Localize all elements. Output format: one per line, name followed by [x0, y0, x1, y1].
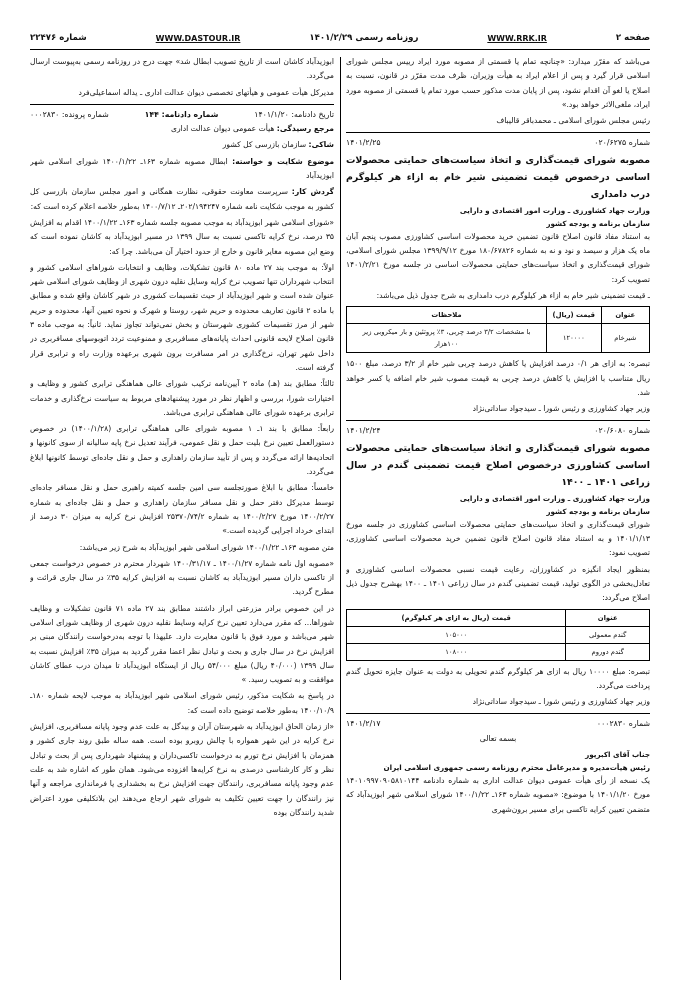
left-column	[30, 55, 334, 982]
left-intro: ابوزیدآباد کاشان است از تاریخ تصویب ابطال شد» جهت درج در روزنامه رسمی به‌پیوست ارسال می‌گردد.	[30, 57, 334, 81]
section2-date: ۱۴۰۱/۲/۲۴	[346, 426, 381, 436]
section-divider	[346, 132, 650, 133]
section3-date: ۱۴۰۱/۲/۱۷	[346, 719, 381, 729]
page-number: صفحه ۲	[615, 33, 650, 43]
table-row	[347, 643, 650, 660]
section1-number: شماره ۰۲۰/۶۲۷۵	[594, 138, 650, 148]
paragraph: در این خصوص برادر مزرعتی ابراز داشتند مطابق بند ۲۷ ماده ۷۱ قانون تشکیلات و وظایف شوراها... که مقرر می‌دارد تعیین نرخ کرایه وسایط نقلیه درون شهری از وظایف شورای اسلامی شهر می‌باشد و مورد فوق با قانون مغایرت دارد. علیهذا با توجه به‌درخواست رانندگان مبنی بر افزایش نرخ در سال جاری و بحث و تبادل نظر اعضا مقرر گردید به میزان ۳۵٪ افزایش نسبت به سال ۱۳۹۹ (۴۰/۰۰۰ ریال) مبلغ ۵۴/۰۰۰ ریال از ایستگاه ابوزیدآباد تا میدان درب عطای کاشان موافقت و به تصویب رسید. »	[30, 603, 334, 685]
section2-body2: بمنظور ایجاد انگیزه در کشاورزان، رعایت قیمت نسبی محصولات اساسی کشاورزی و تعادل‌بخشی در الگوی تولید، قیمت تضمینی گندم در سال زراعی ۱۴۰۱ ـ ۱۴۰۰ بهشرح جدول ذیل اصلاح می‌گردد:	[346, 564, 650, 603]
intro-signature: رئیس مجلس شورای اسلامی ـ محمدباقر قالیباف	[496, 116, 650, 126]
table-cell: ۱۰۵۰۰۰	[347, 626, 566, 643]
section-divider	[346, 420, 650, 421]
section2-meta	[346, 424, 650, 438]
paragraph: متن مصوبه ۱۶۳ـ ۱۴۰۰/۱/۲۲ شورای اسلامی شهر ابوزیدآباد به شرح زیر می‌باشد:	[79, 542, 334, 552]
section3-body: یک نسخه از رأی هیأت عمومی دیوان عدالت اداری به شماره دادنامه ۱۴۰۱۰۹۹۷۰۹۰۵۸۱۰۱۴۴ مورخ ۱۴۰۱/۱/۲۰ با موضوع: «مصوبه شماره ۱۶۳ـ ۱۴۰۰/۱/۲۲ شورای اسلامی شهر ابوزیدآباد که متضمن تعیین کرایه تاکسی برای مسیر برون‌شهری	[346, 776, 650, 814]
section2-org: سازمان برنامه و بودجه کشور	[546, 506, 650, 516]
section2-title: مصوبه شورای قیمت‌گذاری و اتخاذ سیاست‌های حمایتی محصولات اساسی کشاورزی درخصوص اصلاح قیمت تضمینی گندم در سال زراعی ۱۴۰۱ ـ ۱۴۰۰	[346, 442, 650, 488]
paragraph: «شورای اسلامی شهر ابوزیدآباد به موجب مصوبه جلسه شماره ۱۶۳ـ ۱۴۰۰/۱/۲۲ اقدام به افزایش ۳۵ درصد، نرخ کرایه تاکسی نسبت به سال ۱۳۹۹ در مسیر ابوزیدآباد به کاشان نموده است که وضع این مصوبه مغایر قانون و خارج از حدود اختیار آن می‌باشد. چرا که:	[30, 217, 334, 256]
ref-value: هیأت عمومی دیوان عدالت اداری	[171, 124, 275, 134]
verdict-number: شماره دادنامه: ۱۴۴	[144, 109, 219, 119]
procedure-value: سرپرست معاونت حقوقی، نظارت همگانی و امور مجلس سازمان بازرسی کل کشور به موجب شکایت نامه شماره ۲۰۲/۱۹۴۲۴۷ـ ۱۴۰۰/۷/۱۲ به‌طور خلاصه اعلام کرده است که:	[30, 187, 334, 211]
table-header: ملاحظات	[347, 307, 547, 324]
right-column	[346, 55, 650, 982]
subject-value: ابطال مصوبه شماره ۱۶۳ـ ۱۴۰۰/۱/۲۲ شورای اسلامی شهر ابوزیدآباد	[30, 156, 334, 181]
paragraph: «از زمان الحاق ابوزیدآباد به شهرستان آران و بیدگل به علت عدم وجود پایانه مسافربری، افزایش نرخ کرایه در این شهر همواره با چالش روبرو بوده است. همه ساله طبق روند جاری کشور و همزمان با افزایش نرخ تورم به درخواست تاکسی‌داران و پیشنهاد شهرداری پس از بحث و تبادل نظر و کار کارشناسی درصدی به نرخ کرایه‌ها افزوده می‌شود. همان طور که اشاره شد به علت عدم وجود پایانه مسافربری، رانندگان جهت افزایش نرخ به بخشداری یا فرمانداری مراجعه و آنها نیز رانندگان را جهت تعیین تکلیف به شورای شهر ارجاع می‌دهند این بلاتکلیفی مورد اعتراض شدید رانندگان بوده	[30, 722, 334, 817]
table-cell: با مشخصات ۳/۲ درصد چربی، ۳٪ پروتئین و بار میکروبی زیر ۱۰۰هزار	[347, 324, 547, 353]
left-intro-signature: مدیرکل هیأت عمومی و هیأتهای تخصصی دیوان عدالت اداری ـ یداله اسماعیلی‌فرد	[78, 87, 334, 97]
section-divider	[346, 713, 650, 714]
table-cell: ۱۰۸۰۰۰	[347, 643, 566, 660]
table-header: قیمت (ریال به ازای هر کیلوگرم)	[347, 609, 566, 626]
column-divider	[340, 57, 341, 980]
table-header-row	[347, 307, 650, 324]
paragraph: «مصوبه اول نامه شماره ۱۴۰۰/۱/۲۷ ـ ۱۴۰۰/۳۱/۱۷ شهردار محترم در خصوص درخواست جمعی از تاکسی داران مسیر ابوزیدآباد به کاشان نسبت به افزایش کرایه ۳۵٪ در سال جاری قرائت و مطرح گردید.	[30, 558, 334, 597]
section2-number: شماره ۰۲۰/۶۰۸۰	[594, 426, 650, 436]
intro-text: می‌باشد که مقرّر میدارد: «چنانچه تمام یا قسمتی از مصوبه مورد ایراد رییس مجلس شورای اسلامی قرار گیرد و پس از اعلام ایراد به هیأت وزیران، ظرف مدت مقرّر در قانون، نسبت به اصلاح یا لغو آن اقدام نشود، پس از پایان مدت مذکور حسب مورد تمام یا قسمتی از مصوبه مورد ایراد، ملغی‌الاثر خواهد بود.»	[346, 57, 650, 109]
procedure-label: گردش کار:	[291, 187, 334, 197]
plaintiff-value: سازمان بازرسی کل کشور	[222, 140, 307, 150]
section3-number: شماره ۰۰۰۲۸۳۰	[596, 719, 650, 729]
table-header: عنوان	[566, 609, 650, 626]
section1-date: ۱۴۰۱/۲/۲۵	[346, 138, 381, 148]
section1-signature: وزیر جهاد کشاورزی و رئیس شورا ـ سیدجواد ساداتی‌نژاد	[472, 404, 650, 414]
paragraph: رابعاً: مطابق با بند ۱ـ ۱ مصوبه شورای عالی هماهنگی ترابری (۱۴۰۰/۱/۲۸) در خصوص دستورالعمل تعیین نرخ بلیت حمل و نقل عمومی، فرآیند تعدیل نرخ پایه سالیانه از سوی کانونها و اتحادیه‌ها ارائه می‌گردد و پس از تأیید سازمان راهداری و حمل و نقل جاده‌ای توسط کانونها ابلاغ می‌گردد.	[30, 424, 334, 477]
table-cell: شیرخام	[601, 324, 649, 353]
section2-signature: وزیر جهاد کشاورزی و رئیس شورا ـ سیدجواد ساداتی‌نژاد	[472, 697, 650, 707]
table-cell: گندم معمولی	[566, 626, 650, 643]
table-row	[347, 626, 650, 643]
dastour-link[interactable]: WWW.DASTOUR.IR	[155, 33, 241, 43]
section1-body: به استناد مفاد قانون اصلاح قانون تضمین خرید محصولات اساسی کشاورزی مصوب پنجم آبان ماه یک هزار و سیصد و نود و نه به شماره ۱۸۰/۶۷۸۲۶ مورخ ۱۳۹۹/۹/۱۲ مجلس شورای اسلامی، شورای قیمت‌گذاری و اتخاذ سیاست‌های حمایتی محصولات اساسی در جلسه مورخ ۱۴۰۱/۲/۲۱ تصویب کرد:	[346, 231, 650, 284]
table-cell: گندم دوروم	[566, 643, 650, 660]
ref-label: مرجع رسیدگی:	[276, 124, 334, 134]
table-row	[347, 324, 650, 353]
section1-ministries: وزارت جهاد کشاورزی ـ وزارت امور اقتصادی و دارایی	[459, 205, 650, 215]
subject-label: موضوع شکایت و خواسته:	[232, 156, 334, 166]
wheat-price-table	[346, 609, 650, 661]
section2-note: تبصره: مبلغ ۱۰۰۰۰ ریال به ازای هر کیلوگرم گندم تحویلی به دولت به عنوان جایزه تحویل گندم پرداخت می‌گردد.	[346, 666, 650, 690]
milk-price-table	[346, 306, 650, 353]
section-divider	[30, 104, 334, 105]
page-header	[30, 30, 650, 46]
section1-note: تبصره: به ازای هر ۰/۱ درصد افزایش یا کاهش درصد چربی شیر خام از ۳/۲ درصد، مبلغ ۱۵۰۰ ریال متناسب با افزایش یا کاهش درصد چربی به قیمت مصوب شیر خام اضافه یا کسر خواهد شد.	[346, 359, 650, 397]
section1-clause: ـ قیمت تضمینی شیر خام به ازاء هر کیلوگرم درب دامداری به شرح جدول ذیل می‌باشد:	[376, 290, 650, 300]
recipient: جناب آقای اکبرپور	[585, 750, 650, 760]
section3-meta	[346, 717, 650, 731]
section2-ministries: وزارت جهاد کشاورزی ـ وزارت امور اقتصادی و دارایی	[459, 493, 650, 503]
section1-org: سازمان برنامه و بودجه کشور	[546, 218, 650, 228]
table-cell: ۱۲۰۰۰۰	[547, 324, 602, 353]
case-number: شماره پرونده: ۰۰۰۲۸۳۰	[30, 109, 109, 119]
header-rule	[30, 49, 650, 50]
paragraph: در پاسخ به شکایت مذکور، رئیس شورای اسلامی شهر ابوزیدآباد به موجب لایحه شماره ۱۸۰ـ ۱۴۰۰/۱۰/۹ به‌طور خلاصه توضیح داده است که:	[30, 691, 334, 715]
paragraph: خامساً: مطابق با ابلاغ صورتجلسه سی امین جلسه کمیته راهبری حمل و نقل مسافر جاده‌ای توسط مدیرکل دفتر حمل و نقل مسافر سازمان راهداری و حمل و نقل جاده‌ای به شماره ۱۴۰۰/۲/۲۷ مورخ ۱۴۰۰/۲/۲۷ به شماره ۲۵۳۷۰/۷۴/۲ افزایش نرخ کرایه به میزان ۳۰ درصد از ابتدای خرداد اجرایی گردیده است.»	[30, 483, 334, 536]
recipient-title: رئیس هیأت‌مدیره و مدیرعامل محترم روزنامه رسمی جمهوری اسلامی ایران	[383, 763, 650, 773]
table-header: قیمت (ریال)	[547, 307, 602, 324]
table-header-row	[347, 609, 650, 626]
verdict-date: تاریخ دادنامه: ۱۴۰۱/۱/۲۰	[254, 109, 334, 119]
verdict-meta	[30, 108, 334, 122]
section1-title: مصوبه شورای قیمت‌گذاری و اتخاذ سیاست‌های حمایتی محصولات اساسی درخصوص قیمت تضمینی شیر خام به ازاء هر کیلوگرم درب دامداری	[346, 154, 650, 200]
newspaper-date: روزنامه رسمی ۱۴۰۱/۲/۲۹	[309, 33, 419, 43]
rrk-link[interactable]: WWW.RRK.IR	[487, 33, 547, 43]
issue-number: شماره ۲۲۴۷۶	[30, 33, 87, 43]
table-header: عنوان	[601, 307, 649, 324]
plaintiff-label: شاکی:	[308, 140, 334, 150]
paragraph: ثالثاً: مطابق بند (هـ) ماده ۲ آیین‌نامه ترکیب شورای عالی هماهنگی ترابری کشور و وظایف و اختیارات شورا، بررسی و اظهار نظر در مورد پیشنهادهای مربوط به سیاست نرخ‌گذاری و خدمات ترابری برعهده شورای عالی هماهنگی ترابری می‌باشد.	[30, 379, 334, 417]
section1-meta	[346, 136, 650, 150]
section2-body: شورای قیمت‌گذاری و اتخاذ سیاست‌های حمایتی محصولات اساسی کشاورزی در جلسه مورخ ۱۴۰۱/۱/۱۳ و به استناد مفاد قانون اصلاح قانون تضمین خرید محصولات اساسی کشاورزی، تصویب نمود:	[346, 519, 650, 558]
paragraph: اولاً: به موجب بند ۲۷ ماده ۸۰ قانون تشکیلات، وظایف و انتخابات شوراهای اسلامی کشور و انتخاب شهرداران تنها تصویب نرخ کرایه وسایل نقلیه درون شهری از وظایف شورای اسلامی شهر عنوان شده است و شهر ابوزیدآباد از حیث تقسیمات کشوری در شهر کاشان واقع شده و مطابق با ماده ۲ قانون تعاریف محدوده و حریم شهر، روستا و شهرک و نحوه تعیین آنها، محدوده و حریم شهر از مرز تقسیمات کشوری شهرستان و بخش نمی‌تواند تجاوز نماید. ثانیاً: به موجب ماده ۳ قانون اصلاح لایحه قانونی احداث پایانه‌های مسافربری و ممنوعیت تردد اتوبوسهای مسافربری در داخل شهر تهران، نرخ‌گذاری در امر مسافرت برون شهری برعهده وزارت راه و ترابری قرار گرفته است.	[30, 262, 334, 372]
basmala: بسمه تعالی	[479, 733, 517, 743]
